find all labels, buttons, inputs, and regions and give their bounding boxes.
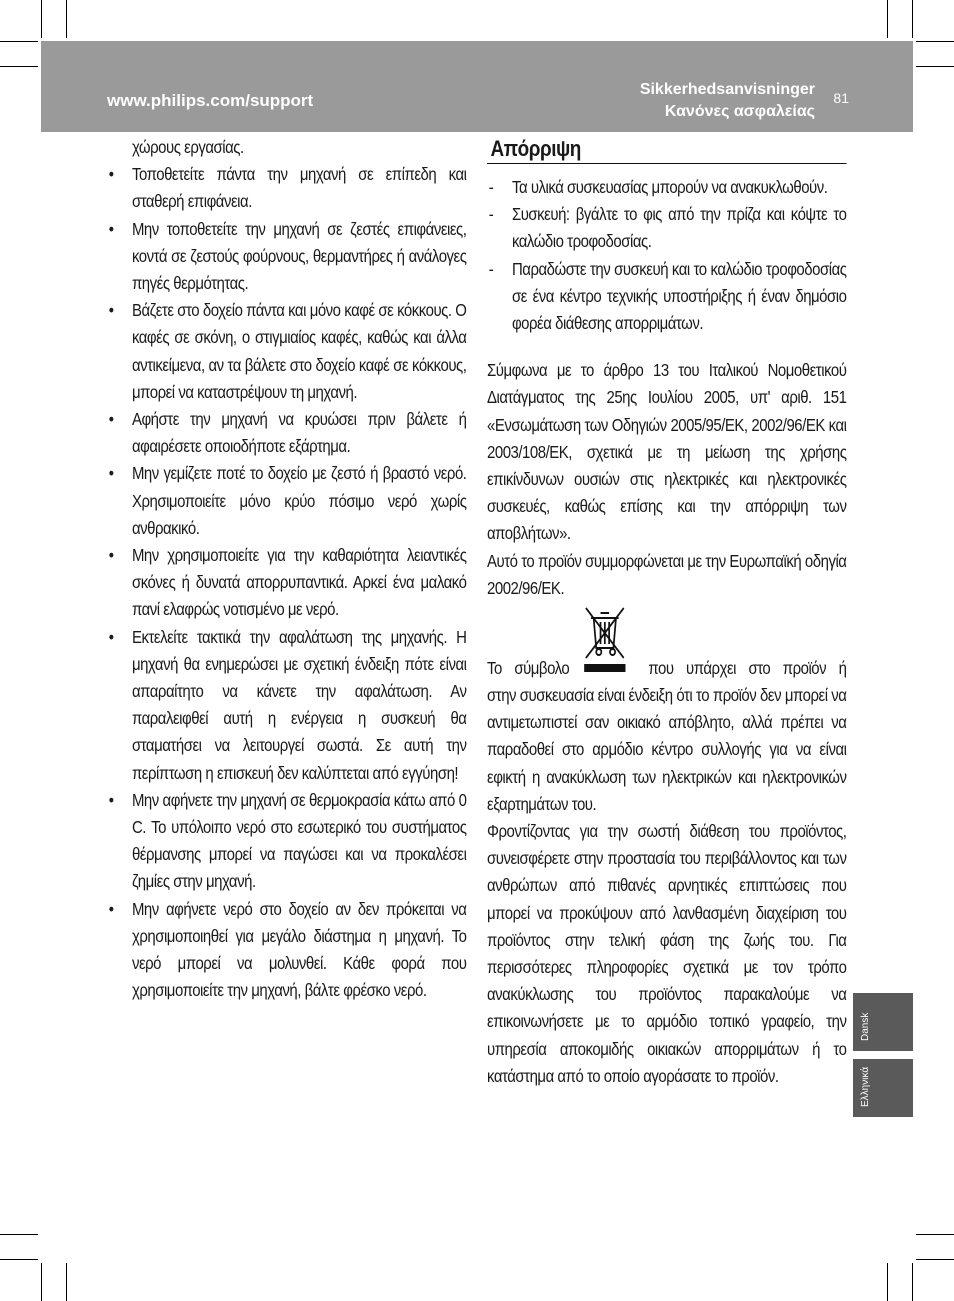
symbol-sentence [487, 655, 846, 682]
continued-text: χώρους εργασίας. [131, 137, 244, 157]
safety-bullet-item [107, 624, 466, 787]
safety-bullet-item [107, 542, 466, 624]
disposal-item [487, 201, 846, 255]
bullet-marker: • [108, 898, 114, 919]
crop-mark [66, 1263, 67, 1301]
safety-bullet-item [107, 216, 466, 298]
crop-mark [912, 0, 913, 38]
bullet-text: Μην αφήνετε νερό στο δοχείο αν δεν πρόκειται να χρησιμοποιηθεί για μεγάλο διάστημα η μηχανή. Το νερό μπορεί να μολυνθεί. Κάθε φορά που χρησιμοποιείτε την μηχανή, βάλτε φρέσκο νερό. [131, 898, 467, 1001]
page-header [41, 41, 913, 132]
title-greek: Κανόνες ασφαλείας [664, 103, 815, 120]
crop-mark [916, 41, 954, 42]
recycling-paragraph: Φροντίζοντας για την σωστή διάθεση του προϊόντος, συνεισφέρετε στην προστασία του περιβάλλοντος και των ανθρώπων από πιθανές αρνητικές επιπτώσεις που μπορεί να προκύψουν από λανθασμένη διαχείριση του προϊόντος στην τελική φάση της ζωής του. Για περισσότερες πληροφορίες σχετικά με τον τρόπο ανακύκλωσης του προϊόντος παρακαλούμε να επικοινωνήσετε με το αρμόδιο τοπικό γραφείο, την υπηρεσία αποκομιδής οικιακών απορριμάτων ή το κατάστημα από το οποίο αγοράσατε το προϊόν. [487, 821, 847, 1086]
safety-bullet-item [107, 787, 466, 896]
left-column [107, 134, 466, 1005]
bullet-text: Βάζετε στο δοχείο πάντα και μόνο καφέ σε κόκκους. Ο καφές σε σκόνη, ο στιγμιαίος καφές, καθώς και άλλα αντικείμενα, αν τα βάλετε στο δοχείο καφέ σε κόκκους, μπορεί να καταστρέψουν τη μηχανή. [131, 300, 467, 402]
disposal-text: Συσκευή: βγάλτε το φις από την πρίζα και κόψτε το καλώδιο τροφοδοσίας. [511, 204, 847, 252]
crop-mark [41, 1263, 42, 1301]
crop-mark [916, 1259, 954, 1260]
symbol-line [487, 602, 846, 682]
compliance-paragraph: Αυτό το προϊόν συμμορφώνεται με την Ευρωπαϊκή οδηγία 2002/96/ΕΚ. [487, 550, 847, 598]
safety-bullet-item [107, 460, 466, 542]
crop-mark [916, 1234, 954, 1235]
bullet-marker: • [108, 409, 114, 430]
tab-label-ellinika: Ελληνικά [860, 1066, 871, 1107]
crop-mark [66, 0, 67, 38]
dash-marker: - [488, 204, 494, 225]
disposal-text: Παραδώστε την συσκευή και το καλώδιο τροφοδοσίας σε ένα κέντρο τεχνικής υποστήριξης ή έναν δημόσιο φορέα διάθεσης απορριμάτων. [511, 258, 847, 334]
dash-marker: - [488, 258, 494, 279]
crop-mark [916, 66, 954, 67]
crop-mark [0, 1259, 38, 1260]
crop-mark [0, 66, 38, 67]
legal-paragraph: Σύμφωνα με το άρθρο 13 του Ιταλικού Νομοθετικού Διατάγματος της 25ης Ιουλίου 2005, υπ' αριθ. 151 «Ενσωμάτωση των Οδηγιών 2005/95/ΕΚ, 2002/96/ΕΚ και 2003/108/ΕΚ, σχετικά με τη μείωση της χρήσης επικίνδυνων ουσιών στις ηλεκτρικές και ηλεκτρονικές συσκευές, καθώς επίσης και την απόρριψη των αποβλήτων». [487, 360, 847, 544]
bullet-marker: • [108, 789, 114, 810]
bullet-marker: • [108, 626, 114, 647]
page-number: 81 [833, 90, 849, 106]
tab-ellinika[interactable] [853, 1059, 913, 1117]
crop-mark [887, 0, 888, 38]
bullet-marker: • [108, 463, 114, 484]
safety-bullet-item [107, 297, 466, 406]
disposal-text: Τα υλικά συσκευασίας μπορούν να ανακυκλωθούν. [511, 177, 828, 197]
dash-marker: - [488, 177, 494, 197]
crop-mark [0, 1234, 38, 1235]
crop-mark [0, 41, 38, 42]
bullet-text: Μην χρησιμοποιείτε για την καθαριότητα λειαντικές σκόνες ή δυνατά απορρυπαντικά. Αρκεί ένα μαλακό πανί ελαφρώς νοτισμένο με νερό. [131, 545, 467, 620]
bullet-text: Αφήστε την μηχανή να κρυώσει πριν βάλετε ή αφαιρέσετε οποιοδήποτε εξάρτημα. [131, 409, 467, 457]
tab-label-dansk: Dansk [860, 1012, 871, 1041]
weee-paragraph: στην συσκευασία είναι ένδειξη ότι το προϊόν δεν μπορεί να αντιμετωπιστεί σαν οικιακό απόβλητο, αλλά πρέπει να παραδοθεί στο αρμόδιο κέντρο συλλογής για να είναι εφικτή η ανακύκλωση των ηλεκτρικών και ηλεκτρονικών εξαρτημάτων του. [487, 685, 847, 814]
bullet-text: Εκτελείτε τακτικά την αφαλάτωση της μηχανής. Η μηχανή θα ενημερώσει με σχετική ένδειξη πότε είναι απαραίτητο να κάνετε την αφαλάτωση. Αν παραλειφθεί αυτή η ενέργεια η συσκευή θα σταματήσει να λειτουργεί σωστά. Σε αυτή την περίπτωση η επισκευή δεν καλύπτεται από εγγύηση! [131, 626, 467, 783]
symbol-text-after: που υπάρχει στο προϊόν ή [648, 657, 847, 678]
crop-mark [912, 1263, 913, 1301]
tab-dansk[interactable] [853, 993, 913, 1051]
symbol-text-before: Το σύμβολο [487, 657, 570, 678]
right-column [487, 134, 846, 1090]
bullet-marker: • [108, 164, 114, 185]
safety-bullet-item [107, 161, 466, 215]
section-title: Απόρριψη [487, 136, 846, 164]
crop-mark [887, 1263, 888, 1301]
bullet-text: Μην τοποθετείτε την μηχανή σε ζεστές επιφάνειες, κοντά σε ζεστούς φούρνους, θερμαντήρες ή ανάλογες πηγές θερμότητας. [131, 218, 467, 294]
bullet-text: Τοποθετείτε πάντα την μηχανή σε επίπεδη και σταθερή επιφάνεια. [131, 164, 467, 212]
support-url[interactable]: www.philips.com/support [107, 91, 314, 110]
safety-bullet-item [107, 896, 466, 1005]
title-danish: Sikkerhedsanvisninger [639, 81, 815, 98]
crop-mark [41, 0, 42, 38]
disposal-dash-list [487, 174, 846, 337]
bullet-text: Μην γεμίζετε ποτέ το δοχείο με ζεστό ή βραστό νερό. Χρησιμοποιείτε μόνο κρύο πόσιμο νερό χωρίς ανθρακικό. [131, 463, 467, 538]
safety-bullet-list [107, 161, 466, 1004]
bullet-marker: • [108, 300, 114, 321]
bullet-text: Μην αφήνετε την μηχανή σε θερμοκρασία κάτω από 0 C. Το υπόλοιπο νερό στο εσωτερικό του συστήματος θέρμανσης μπορεί να παγώσει και να προκαλέσει ζημίες στην μηχανή. [131, 789, 467, 892]
bullet-marker: • [108, 545, 114, 566]
disposal-item [487, 256, 846, 338]
page-title [640, 79, 815, 123]
safety-bullet-item [107, 406, 466, 460]
bullet-marker: • [108, 218, 114, 239]
disposal-item [487, 174, 846, 201]
